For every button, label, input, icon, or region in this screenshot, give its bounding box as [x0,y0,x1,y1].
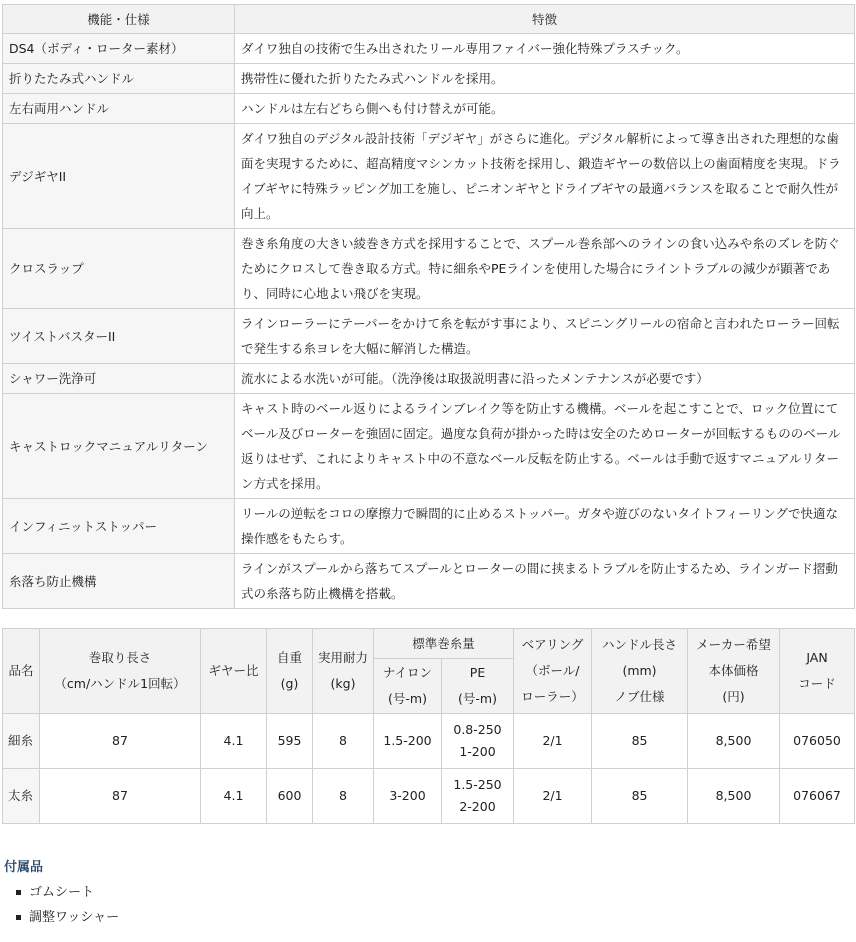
spec-pe: 1.5-250 2-200 [442,769,514,824]
spec-nylon: 3-200 [374,769,442,824]
detail-header: 特徴 [235,5,855,34]
spec-header-capacity: 標準巻糸量 [374,629,514,659]
spec-weight: 600 [267,769,313,824]
spec-price: 8,500 [688,769,780,824]
feature-row [3,309,855,364]
feature-name: ツイストバスターII [3,309,235,364]
spec-header-gear: ギヤー比 [201,629,267,714]
feature-desc: ダイワ独自の技術で生み出されたリール専用ファイバー強化特殊プラスチック。 [235,34,855,64]
feature-row [3,124,855,229]
spec-drag: 8 [313,714,374,769]
spec-drag: 8 [313,769,374,824]
feature-name: 糸落ち防止機構 [3,554,235,609]
spec-weight: 595 [267,714,313,769]
spec-gear: 4.1 [201,769,267,824]
feature-desc: 携帯性に優れた折りたたみ式ハンドルを採用。 [235,64,855,94]
feature-name: シャワー洗浄可 [3,364,235,394]
spec-table [2,628,855,824]
spec-handle: 85 [592,714,688,769]
bullet-icon [16,890,21,895]
spec-pe: 0.8-250 1-200 [442,714,514,769]
spec-nylon: 1.5-200 [374,714,442,769]
bullet-icon [16,915,21,920]
feature-name: 左右両用ハンドル [3,94,235,124]
feature-row [3,499,855,554]
spec-name: 太糸 [3,769,40,824]
feature-row [3,394,855,499]
feature-name: インフィニットストッパー [3,499,235,554]
spec-header-name: 品名 [3,629,40,714]
spec-header-winding: 巻取り長さ （cm/ハンドル1回転） [40,629,201,714]
spec-header-nylon: ナイロン (号-m) [374,659,442,714]
spec-gear: 4.1 [201,714,267,769]
feature-desc: ハンドルは左右どちら側へも付け替えが可能。 [235,94,855,124]
feature-row [3,94,855,124]
spec-price: 8,500 [688,714,780,769]
spec-header-bearing: ベアリング （ボール/ ローラー） [514,629,592,714]
spec-winding: 87 [40,769,201,824]
spec-handle: 85 [592,769,688,824]
feature-name: DS4（ボディ・ローター素材） [3,34,235,64]
spec-header-drag: 実用耐力 (kg) [313,629,374,714]
spec-name: 細糸 [3,714,40,769]
feature-header-row [3,5,855,34]
spec-bearing: 2/1 [514,714,592,769]
accessory-label: 調整ワッシャー [29,910,120,925]
spec-header-price: メーカー希望 本体価格 (円) [688,629,780,714]
list-item [16,907,119,932]
feature-row [3,229,855,309]
accessory-label: ゴムシート [29,885,95,900]
feature-desc: キャスト時のベール返りによるラインブレイク等を防止する機構。ベールを起こすことで、ロック位置にてベール及びローターを強固に固定。過度な負荷が掛かった時は安全のためローターが回転するもののベール返りはせず、これによりキャスト中の不意なベール反転を防止する。ベールは手動で返すマニュアルリターン方式を採用。 [235,394,855,499]
spec-winding: 87 [40,714,201,769]
feature-name: キャストロックマニュアルリターン [3,394,235,499]
feature-desc: リールの逆転をコロの摩擦力で瞬間的に止めるストッパー。ガタや遊びのないタイトフィーリングで快適な操作感をもたらす。 [235,499,855,554]
spec-row [3,769,855,824]
feature-desc: 巻き糸角度の大きい綾巻き方式を採用することで、スプール巻糸部へのラインの食い込みや糸のズレを防ぐためにクロスして巻き取る方式。特に細糸やPEラインを使用した場合にライントラブルの減少が顕著であり、同時に心地よい飛びを実現。 [235,229,855,309]
feature-row [3,364,855,394]
spec-row [3,714,855,769]
feature-name: 折りたたみ式ハンドル [3,64,235,94]
spec-header-pe: PE (号-m) [442,659,514,714]
feature-row [3,34,855,64]
feature-row [3,554,855,609]
spec-header-jan: JAN コード [780,629,855,714]
list-item [16,882,119,907]
feature-desc: 流水による水洗いが可能。（洗浄後は取扱説明書に沿ったメンテナンスが必要です） [235,364,855,394]
feature-desc: ダイワ独自のデジタル設計技術「デジギヤ」がさらに進化。デジタル解析によって導き出された理想的な歯面を実現するために、超高精度マシンカット技術を採用し、鍛造ギヤーの数倍以上の歯面精度を実現。ドライブギヤに特殊ラッピング加工を施し、ピニオンギヤとドライブギヤの最適バランスを取ることで耐久性が向上。 [235,124,855,229]
spec-header-weight: 自重 (g) [267,629,313,714]
spec-jan: 076050 [780,714,855,769]
spec-jan: 076067 [780,769,855,824]
feature-desc: ラインローラーにテーパーをかけて糸を転がす事により、スピニングリールの宿命と言われたローラー回転で発生する糸ヨレを大幅に解消した構造。 [235,309,855,364]
feature-name: クロスラップ [3,229,235,309]
spec-bearing: 2/1 [514,769,592,824]
feature-desc: ラインがスプールから落ちてスプールとローターの間に挟まるトラブルを防止するため、ラインガード摺動式の糸落ち防止機構を搭載。 [235,554,855,609]
feature-header: 機能・仕様 [3,5,235,34]
feature-name: デジギヤII [3,124,235,229]
accessories-title: 付属品 [4,860,44,875]
accessories-list [16,882,119,932]
feature-row [3,64,855,94]
spec-header-row [3,629,855,659]
spec-header-handle: ハンドル長さ (mm) ノブ仕様 [592,629,688,714]
feature-table [2,4,855,609]
